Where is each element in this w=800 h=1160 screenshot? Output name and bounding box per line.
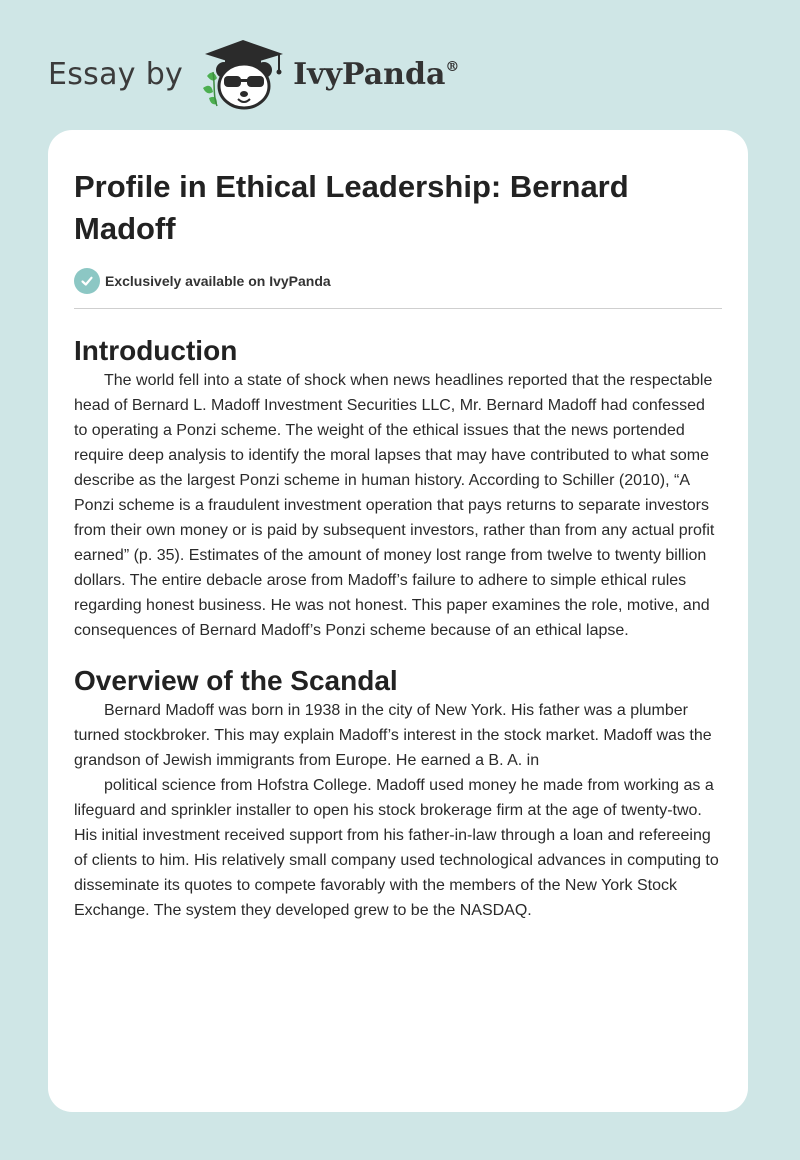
panda-graduate-logo-icon[interactable] xyxy=(197,36,289,112)
paragraph: Bernard Madoff was born in 1938 in the city of New York. His father was a plumber turned stockbroker. This may explain Madoff’s interest in the stock market. Madoff was the grandson of Jewish immigrants from Europe. He earned a B. A. in xyxy=(74,702,712,769)
page-title: Profile in Ethical Leadership: Bernard Madoff xyxy=(74,169,629,246)
brand-text: IvyPanda xyxy=(293,56,446,92)
section-heading-introduction: Introduction xyxy=(74,335,238,366)
paragraph: political science from Hofstra College. Madoff used money he made from working as a lifeguard and sprinkler installer to open his stock brokerage firm at the age of twenty-two. His initial investment received support from his father-in-law through a loan and refereeing of clients to him. His relatively small company used technological advances in computing to disseminate its quotes to compete favorably with the members of the New York Stock Exchange. The system they developed grew to be the NASDAQ. xyxy=(74,777,719,919)
essay-by-label: Essay by xyxy=(48,56,184,92)
essay-card xyxy=(48,130,748,1112)
check-circle-icon xyxy=(74,268,100,294)
section-heading-overview: Overview of the Scandal xyxy=(74,665,398,696)
site-header xyxy=(48,34,459,114)
registered-mark: ® xyxy=(445,58,460,75)
badge-label: Exclusively available on IvyPanda xyxy=(105,273,331,289)
exclusive-badge xyxy=(74,268,722,294)
divider xyxy=(74,308,722,309)
brand-name[interactable] xyxy=(293,57,459,92)
paragraph: The world fell into a state of shock when news headlines reported that the respectable head of Bernard L. Madoff Investment Securities LLC, Mr. Bernard Madoff had confessed to operating a Ponzi scheme. The weight of the ethical issues that the news portended require deep analysis to identify the moral lapses that may have contributed to what some describe as the largest Ponzi scheme in human history. According to Schiller (2010), “A Ponzi scheme is a fraudulent investment operation that pays returns to separate investors from their own money or is paid by subsequent investors, rather than from any actual profit earned” (p. 35). Estimates of the amount of money lost range from twelve to twenty billion dollars. The entire debacle arose from Madoff’s failure to adhere to simple ethical rules regarding honest business. He was not honest. This paper examines the role, motive, and consequences of Bernard Madoff’s Ponzi scheme because of an ethical lapse. xyxy=(74,372,715,639)
